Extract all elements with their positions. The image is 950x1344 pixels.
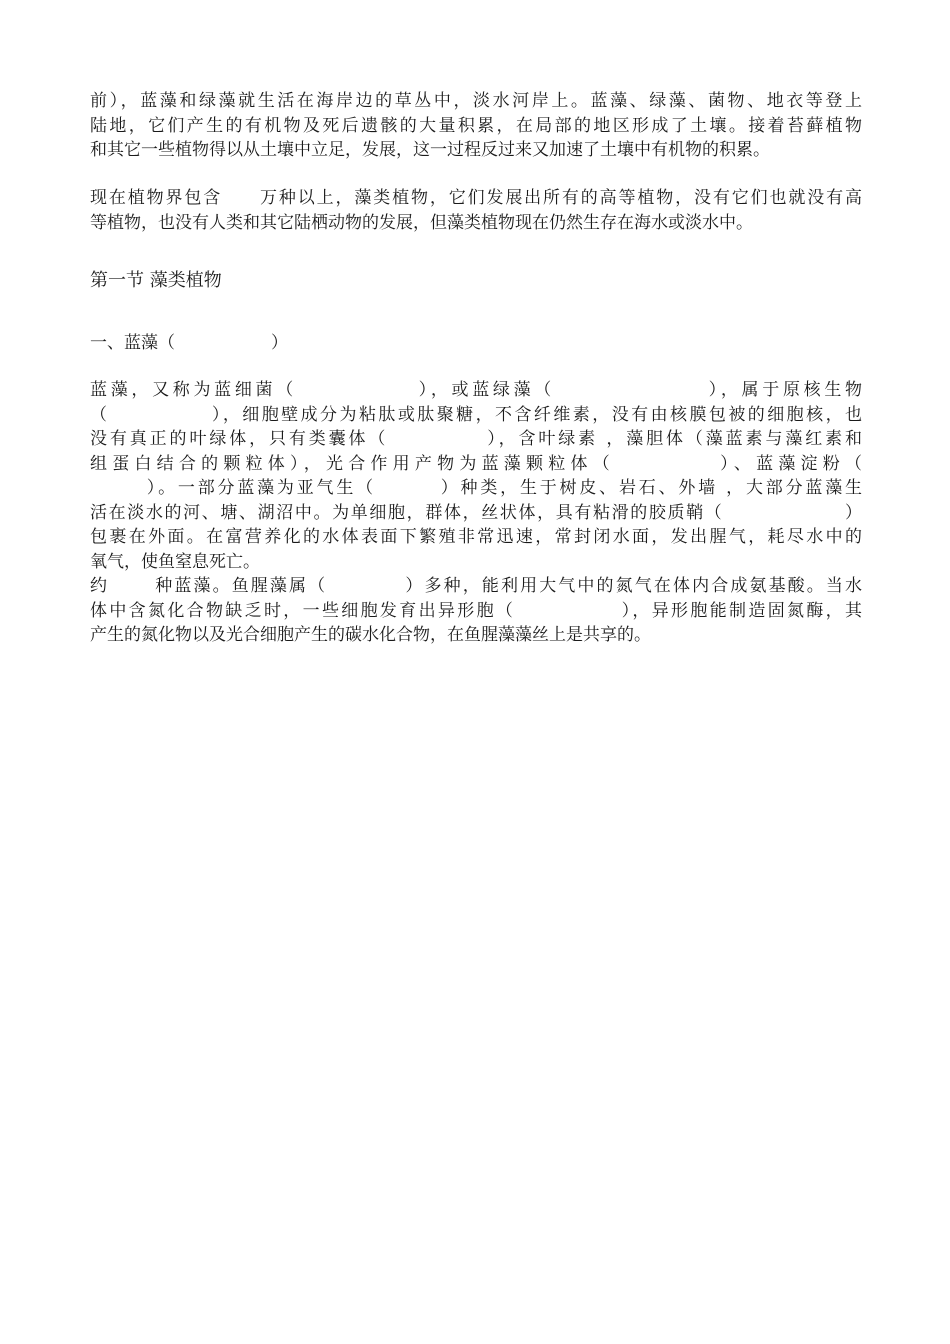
text-line: 产生的氮化物以及光合细胞产生的碳水化合物，在鱼腥藻藻丝上是共享的。: [90, 625, 651, 645]
text-line: 没有真正的叶绿体，只有类囊体（ ），含叶绿素 ，藻胆体（藻蓝素与藻红素和: [90, 429, 862, 449]
text-line: ）。一部分蓝藻为亚气生（ ）种类，生于树皮、岩石、外墙 ，大部分蓝藻生: [144, 478, 862, 498]
text-line: 氧气，使鱼窒息死亡。: [90, 551, 260, 572]
paragraph-plant-kingdom: [90, 186, 862, 235]
text-line: 约 种蓝藻。鱼腥藻属（ ）多种，能利用大气中的氮气在体内合成氨基酸。当水: [90, 576, 862, 596]
text-line: 组蛋白结合的颗粒体），光合作用产物为蓝藻颗粒体（ ）、蓝藻淀粉（: [90, 453, 862, 474]
paragraph-cyanobacteria-description: [90, 378, 862, 574]
section-title: 第一节 藻类植物: [90, 270, 222, 291]
paragraph-anabaena: [90, 574, 862, 648]
text-line: 现在植物界包含 万种以上，藻类植物，它们发展出所有的高等植物，没有它们也就没有高: [90, 188, 862, 208]
paragraph-soil-formation: [90, 89, 862, 163]
text-line: 前），蓝藻和绿藻就生活在海岸边的草丛中，淡水河岸上。蓝藻、绿藻、菌物、地衣等登上: [90, 91, 862, 111]
text-line: 包裹在外面。在富营养化的水体表面下繁殖非常迅速，常封闭水面，发出腥气，耗尽水中的: [90, 527, 862, 547]
text-line: （ ），细胞壁成分为粘肽或肽聚糖，不含纤维素，没有由核膜包被的细胞核，也: [90, 404, 862, 425]
text-line: 活在淡水的河、塘、湖沼中。为单细胞，群体，丝状体，具有粘滑的胶质鞘（ ）: [90, 502, 862, 523]
text-line: 等植物，也没有人类和其它陆栖动物的发展，但藻类植物现在仍然生存在海水或淡水中。: [90, 212, 753, 233]
subsection-title-cyanobacteria: 一、蓝藻（ ）: [90, 333, 288, 353]
text-line: 蓝藻，又称为蓝细菌（ ），或蓝绿藻（ ），属于原核生物: [90, 380, 862, 400]
text-line: 陆地，它们产生的有机物及死后遗骸的大量积累，在局部的地区形成了土壤。接着苔藓植物: [90, 115, 862, 136]
text-line: 体中含氮化合物缺乏时，一些细胞发育出异形胞（ ），异形胞能制造固氮酶，其: [90, 600, 862, 621]
text-line: 和其它一些植物得以从土壤中立足，发展，这一过程反过来又加速了土壤中有机物的积累。: [90, 140, 770, 160]
